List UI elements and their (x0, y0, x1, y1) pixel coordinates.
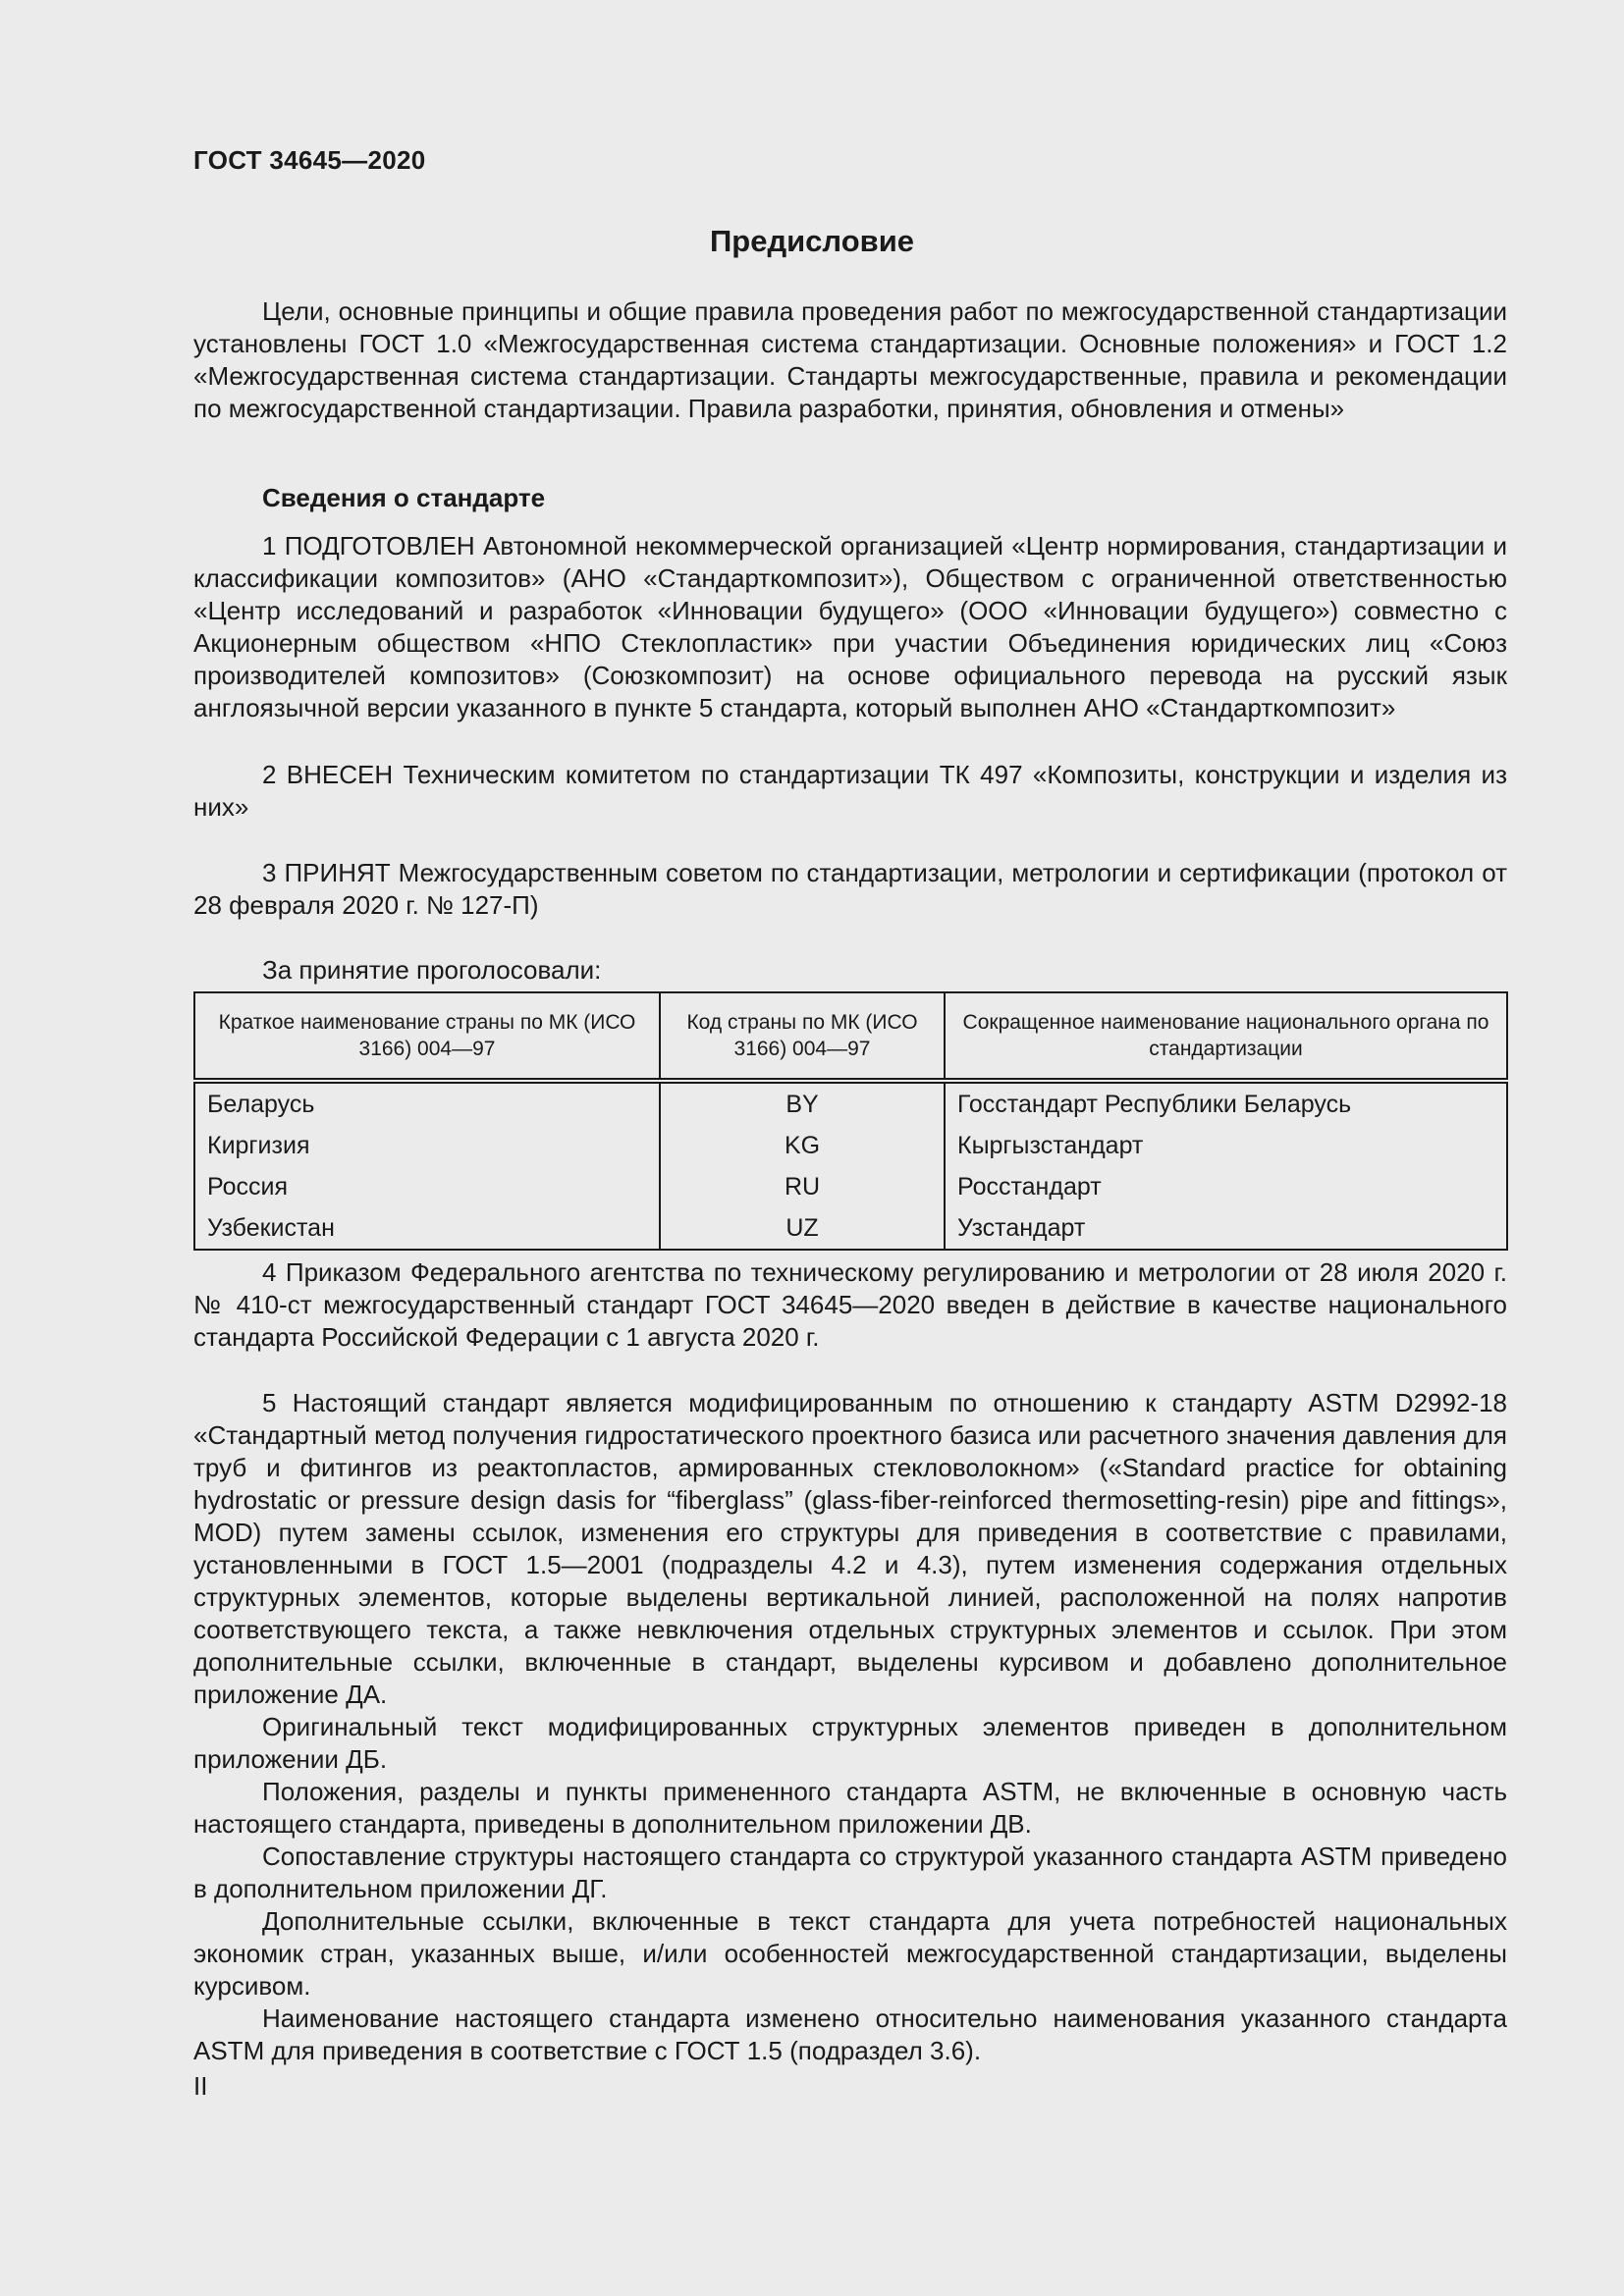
page-number: II (193, 2071, 208, 2101)
item-4-paragraph (193, 1256, 1507, 1354)
item-5-paragraph: Оригинальный текст модифицированных структурных элементов приведен в дополнительном приложении ДБ. (193, 1712, 1507, 1774)
item-2-text: 2 ВНЕСЕН Техническим комитетом по стандартизации ТК 497 «Композиты, конструкции и изделия из них» (193, 760, 1507, 822)
column-header-country-name: Краткое наименование страны по МК (ИСО 3166) 004—97 (194, 992, 660, 1081)
item-3-text: 3 ПРИНЯТ Межгосударственным советом по стандартизации, метрологии и сертификации (протокол от 28 февраля 2020 г. № 127-П) (193, 858, 1507, 920)
section-title: Предисловие (709, 224, 914, 258)
voting-countries-table (193, 991, 1508, 1251)
country-code-cell: KG (660, 1125, 945, 1166)
country-name-cell: Узбекистан (194, 1207, 660, 1250)
country-name-cell: Россия (194, 1166, 660, 1207)
item-4-text: 4 Приказом Федерального агентства по техническому регулированию и метрологии от 28 июля 2020 г. № 410-ст межгосударственный стандарт ГОСТ 34645—2020 введен в действие в качестве национального стандарта Российской Федерации с 1 августа 2020 г. (193, 1257, 1507, 1352)
item-2-paragraph (193, 759, 1507, 824)
table-row (194, 1081, 1507, 1125)
item-1-paragraph (193, 530, 1507, 724)
standards-body-cell: Росстандарт (945, 1166, 1507, 1207)
country-code-cell: RU (660, 1166, 945, 1207)
item-5-paragraph: Положения, разделы и пункты примененного стандарта ASTM, не включенные в основную часть настоящего стандарта, приведены в дополнительном приложении ДВ. (193, 1777, 1507, 1839)
item-1-text: 1 ПОДГОТОВЛЕН Автономной некоммерческой организацией «Центр нормирования, стандартизации и классификации композитов» (АНО «Стандарткомпозит»), Обществом с ограниченной ответственностью «Центр исследований и разработок «Инновации будущего» (ООО «Инновации будущего») совместно с Акционерным обществом «НПО Стеклопластик» при участии Объединения юридических лиц «Союз производителей композитов» (Союзкомпозит) на основе официального перевода на русский язык англоязычной версии указанного в пункте 5 стандарта, который выполнен АНО «Стандарткомпозит» (193, 531, 1507, 722)
votes-label: За принятие проголосовали: (262, 955, 602, 985)
item-5-paragraph: Наименование настоящего стандарта изменено относительно наименования указанного стандарта ASTM для приведения в соответствие с ГОСТ 1.5 (подраздел 3.6). (193, 2003, 1507, 2065)
standards-body-cell: Узстандарт (945, 1207, 1507, 1250)
standard-info-subheading: Сведения о стандарте (262, 483, 546, 512)
country-code-cell: UZ (660, 1207, 945, 1250)
intro-paragraph (193, 295, 1507, 425)
intro-text: Цели, основные принципы и общие правила проведения работ по межгосударственной стандартизации установлены ГОСТ 1.0 «Межгосударственная система стандартизации. Основные положения» и ГОСТ 1.2 «Межгосударственная система стандартизации. Стандарты межгосударственные, правила и рекомендации по межгосударственной стандартизации. Правила разработки, принятия, обновления и отмены» (193, 296, 1507, 423)
table-row (194, 1207, 1507, 1250)
item-3-paragraph (193, 857, 1507, 922)
standards-body-cell: Кыргызстандарт (945, 1125, 1507, 1166)
standards-body-cell: Госстандарт Республики Беларусь (945, 1081, 1507, 1125)
country-name-cell: Беларусь (194, 1081, 660, 1125)
column-header-standards-body: Сокращенное наименование национального органа по стандартизации (945, 992, 1507, 1081)
item-5-paragraph: Дополнительные ссылки, включенные в текст стандарта для учета потребностей национальных экономик стран, указанных выше, и/или особенностей межгосударственной стандартизации, выделены курсивом. (193, 1906, 1507, 2001)
item-5-paragraph: 5 Настоящий стандарт является модифицированным по отношению к стандарту ASTM D2992-18 «Стандартный метод получения гидростатического проектного базиса или расчетного значения давления для труб и фитингов из реактопластов, армированных стекловолокном» («Standard practice for obtaining hydrostatic or pressure design dasis for “fiberglass” (glass-fiber-reinforced thermosetting-resin) pipe and fittings», MOD) путем замены ссылок, изменения его структуры для приведения в соответствие с правилами, установленными в ГОСТ 1.5—2001 (подразделы 4.2 и 4.3), путем изменения содержания отдельных структурных элементов, которые выделены вертикальной линией, расположенной на полях напротив соответствующего текста, а также невключения отдельных структурных элементов и ссылок. При этом дополнительные ссылки, включенные в стандарт, выделены курсивом и добавлено дополнительное приложение ДА. (193, 1388, 1507, 1709)
country-code-cell: BY (660, 1081, 945, 1125)
column-header-country-code: Код страны по МК (ИСО 3166) 004—97 (660, 992, 945, 1081)
table-row (194, 1125, 1507, 1166)
document-code-header: ГОСТ 34645—2020 (193, 145, 426, 175)
table-row (194, 1166, 1507, 1207)
country-name-cell: Киргизия (194, 1125, 660, 1166)
item-5-paragraph: Сопоставление структуры настоящего стандарта со структурой указанного стандарта ASTM приведено в дополнительном приложении ДГ. (193, 1842, 1507, 1903)
item-5-section (193, 1387, 1507, 2067)
table-header-row (194, 992, 1507, 1081)
